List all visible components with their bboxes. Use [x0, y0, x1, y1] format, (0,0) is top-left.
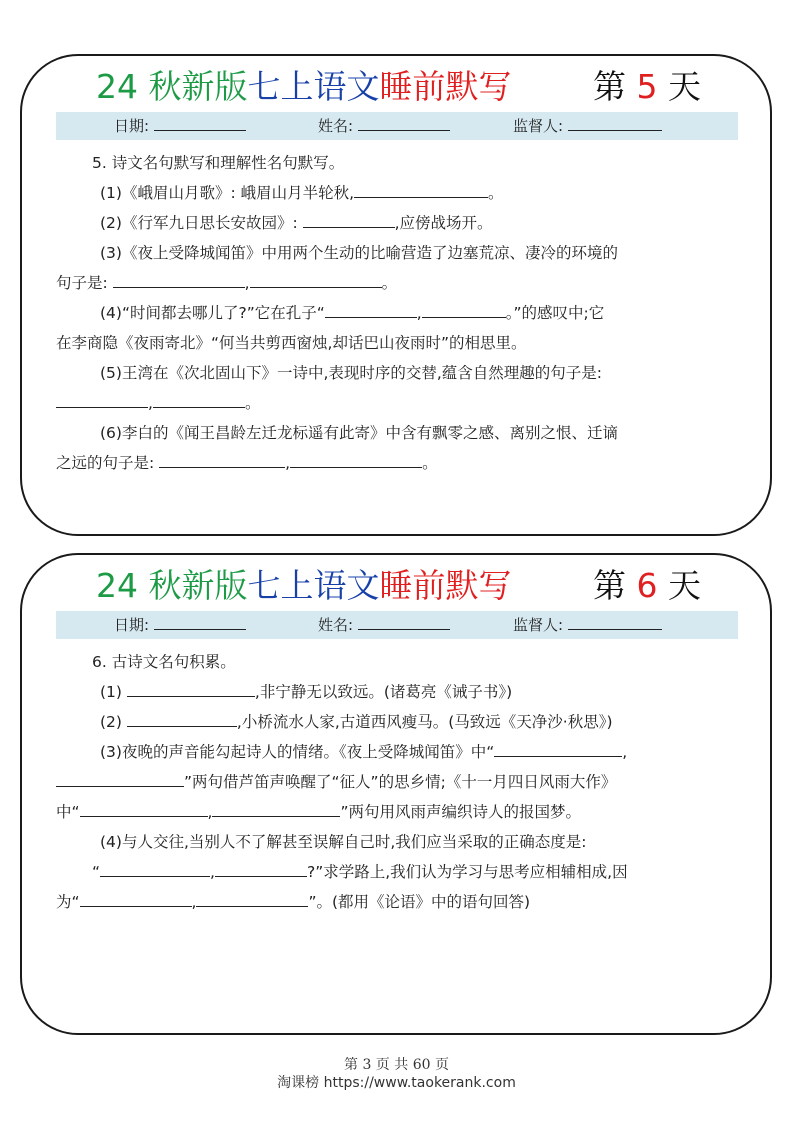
answer-blank[interactable]: [113, 269, 245, 288]
answer-blank[interactable]: [100, 858, 210, 877]
date-field: 日期:: [114, 611, 246, 639]
name-field: 姓名:: [318, 112, 450, 140]
site-watermark: 淘课榜 https://www.taokerank.com: [277, 1075, 516, 1091]
name-blank[interactable]: [358, 612, 450, 630]
info-bar: [56, 112, 738, 140]
question-item: (2)《行军九日思长安故园》: ,应傍战场开。: [56, 208, 742, 238]
question-item: (3)夜晚的声音能勾起诗人的情绪。《夜上受降城闻笛》中“ ,: [56, 737, 742, 767]
question-item: (3)《夜上受降城闻笛》中用两个生动的比喻营造了边塞荒凉、凄冷的环境的: [100, 244, 618, 262]
answer-blank[interactable]: [303, 209, 395, 228]
day-number: 6: [636, 566, 658, 605]
supervisor-field: 监督人:: [513, 112, 662, 140]
day-label: 第 5 天: [593, 67, 701, 106]
title-part-subject: 七上语文: [247, 566, 380, 605]
question-item: (5)王湾在《次北固山下》一诗中,表现时序的交替,蕴含自然理趣的句子是:: [100, 364, 603, 382]
title-part-edition: 24 秋新版: [96, 67, 248, 106]
question-content: [56, 647, 742, 917]
supervisor-field: 监督人:: [513, 611, 662, 639]
answer-blank[interactable]: [290, 449, 422, 468]
title-part-dictation: 睡前默写: [379, 566, 512, 605]
supervisor-blank[interactable]: [568, 612, 662, 630]
answer-blank[interactable]: [80, 798, 208, 817]
question-item: (1)《峨眉山月歌》: 峨眉山月半轮秋, 。: [56, 178, 742, 208]
question-item-cont: ”两句借芦笛声唤醒了“征人”的思乡情;《十一月四日风雨大作》: [56, 767, 742, 797]
answer-blank[interactable]: [153, 389, 245, 408]
page-number: 第 3 页 共 60 页: [344, 1057, 449, 1073]
day-number: 5: [636, 67, 658, 106]
answer-blank[interactable]: [56, 768, 184, 787]
question-item-cont: , 。: [56, 388, 742, 418]
name-field: 姓名:: [318, 611, 450, 639]
date-field: 日期:: [114, 112, 246, 140]
answer-blank[interactable]: [215, 858, 307, 877]
question-item: (2) ,小桥流水人家,古道西风瘦马。(马致远《天净沙·秋思》): [56, 707, 742, 737]
title-part-subject: 七上语文: [247, 67, 380, 106]
question-heading: 6. 古诗文名句积累。: [92, 653, 236, 671]
title-part-dictation: 睡前默写: [379, 67, 512, 106]
name-blank[interactable]: [358, 113, 450, 131]
day-label: 第 6 天: [593, 566, 701, 605]
question-item: (6)李白的《闻王昌龄左迁龙标遥有此寄》中含有飘零之感、离别之恨、迁谪: [100, 424, 618, 442]
worksheet-card-day6: [20, 553, 772, 1035]
question-item-cont: 句子是: , 。: [56, 268, 742, 298]
supervisor-blank[interactable]: [568, 113, 662, 131]
question-item: (4)与人交往,当别人不了解甚至误解自己时,我们应当采取的正确态度是:: [100, 833, 587, 851]
date-blank[interactable]: [154, 612, 246, 630]
worksheet-card-day5: [20, 54, 772, 536]
question-content: [56, 148, 742, 478]
answer-blank[interactable]: [127, 678, 255, 697]
answer-blank[interactable]: [196, 888, 308, 907]
title-part-edition: 24 秋新版: [96, 566, 248, 605]
answer-blank[interactable]: [325, 299, 417, 318]
question-item-cont: 中“ , ”两句用风雨声编织诗人的报国梦。: [56, 797, 742, 827]
question-item-cont: 在李商隐《夜雨寄北》“何当共剪西窗烛,却话巴山夜雨时”的相思里。: [56, 334, 527, 352]
card-title: [96, 563, 736, 609]
card-title: [96, 64, 736, 110]
question-heading: 5. 诗文名句默写和理解性名句默写。: [92, 154, 345, 172]
answer-blank[interactable]: [56, 389, 148, 408]
answer-blank[interactable]: [212, 798, 340, 817]
answer-blank[interactable]: [422, 299, 506, 318]
answer-blank[interactable]: [494, 738, 622, 757]
answer-blank[interactable]: [127, 708, 237, 727]
question-item-cont: “ , ?”求学路上,我们认为学习与思考应相辅相成,因: [56, 857, 742, 887]
answer-blank[interactable]: [354, 179, 488, 198]
answer-blank[interactable]: [80, 888, 192, 907]
question-item-cont: 之远的句子是: , 。: [56, 448, 742, 478]
answer-blank[interactable]: [159, 449, 285, 468]
question-item: (4)“时间都去哪儿了?”它在孔子“ , 。”的感叹中;它: [56, 298, 742, 328]
info-bar: [56, 611, 738, 639]
date-blank[interactable]: [154, 113, 246, 131]
question-item-cont: 为“ , ”。(都用《论语》中的语句回答): [56, 887, 742, 917]
question-item: (1) ,非宁静无以致远。(诸葛亮《诫子书》): [56, 677, 742, 707]
answer-blank[interactable]: [250, 269, 382, 288]
